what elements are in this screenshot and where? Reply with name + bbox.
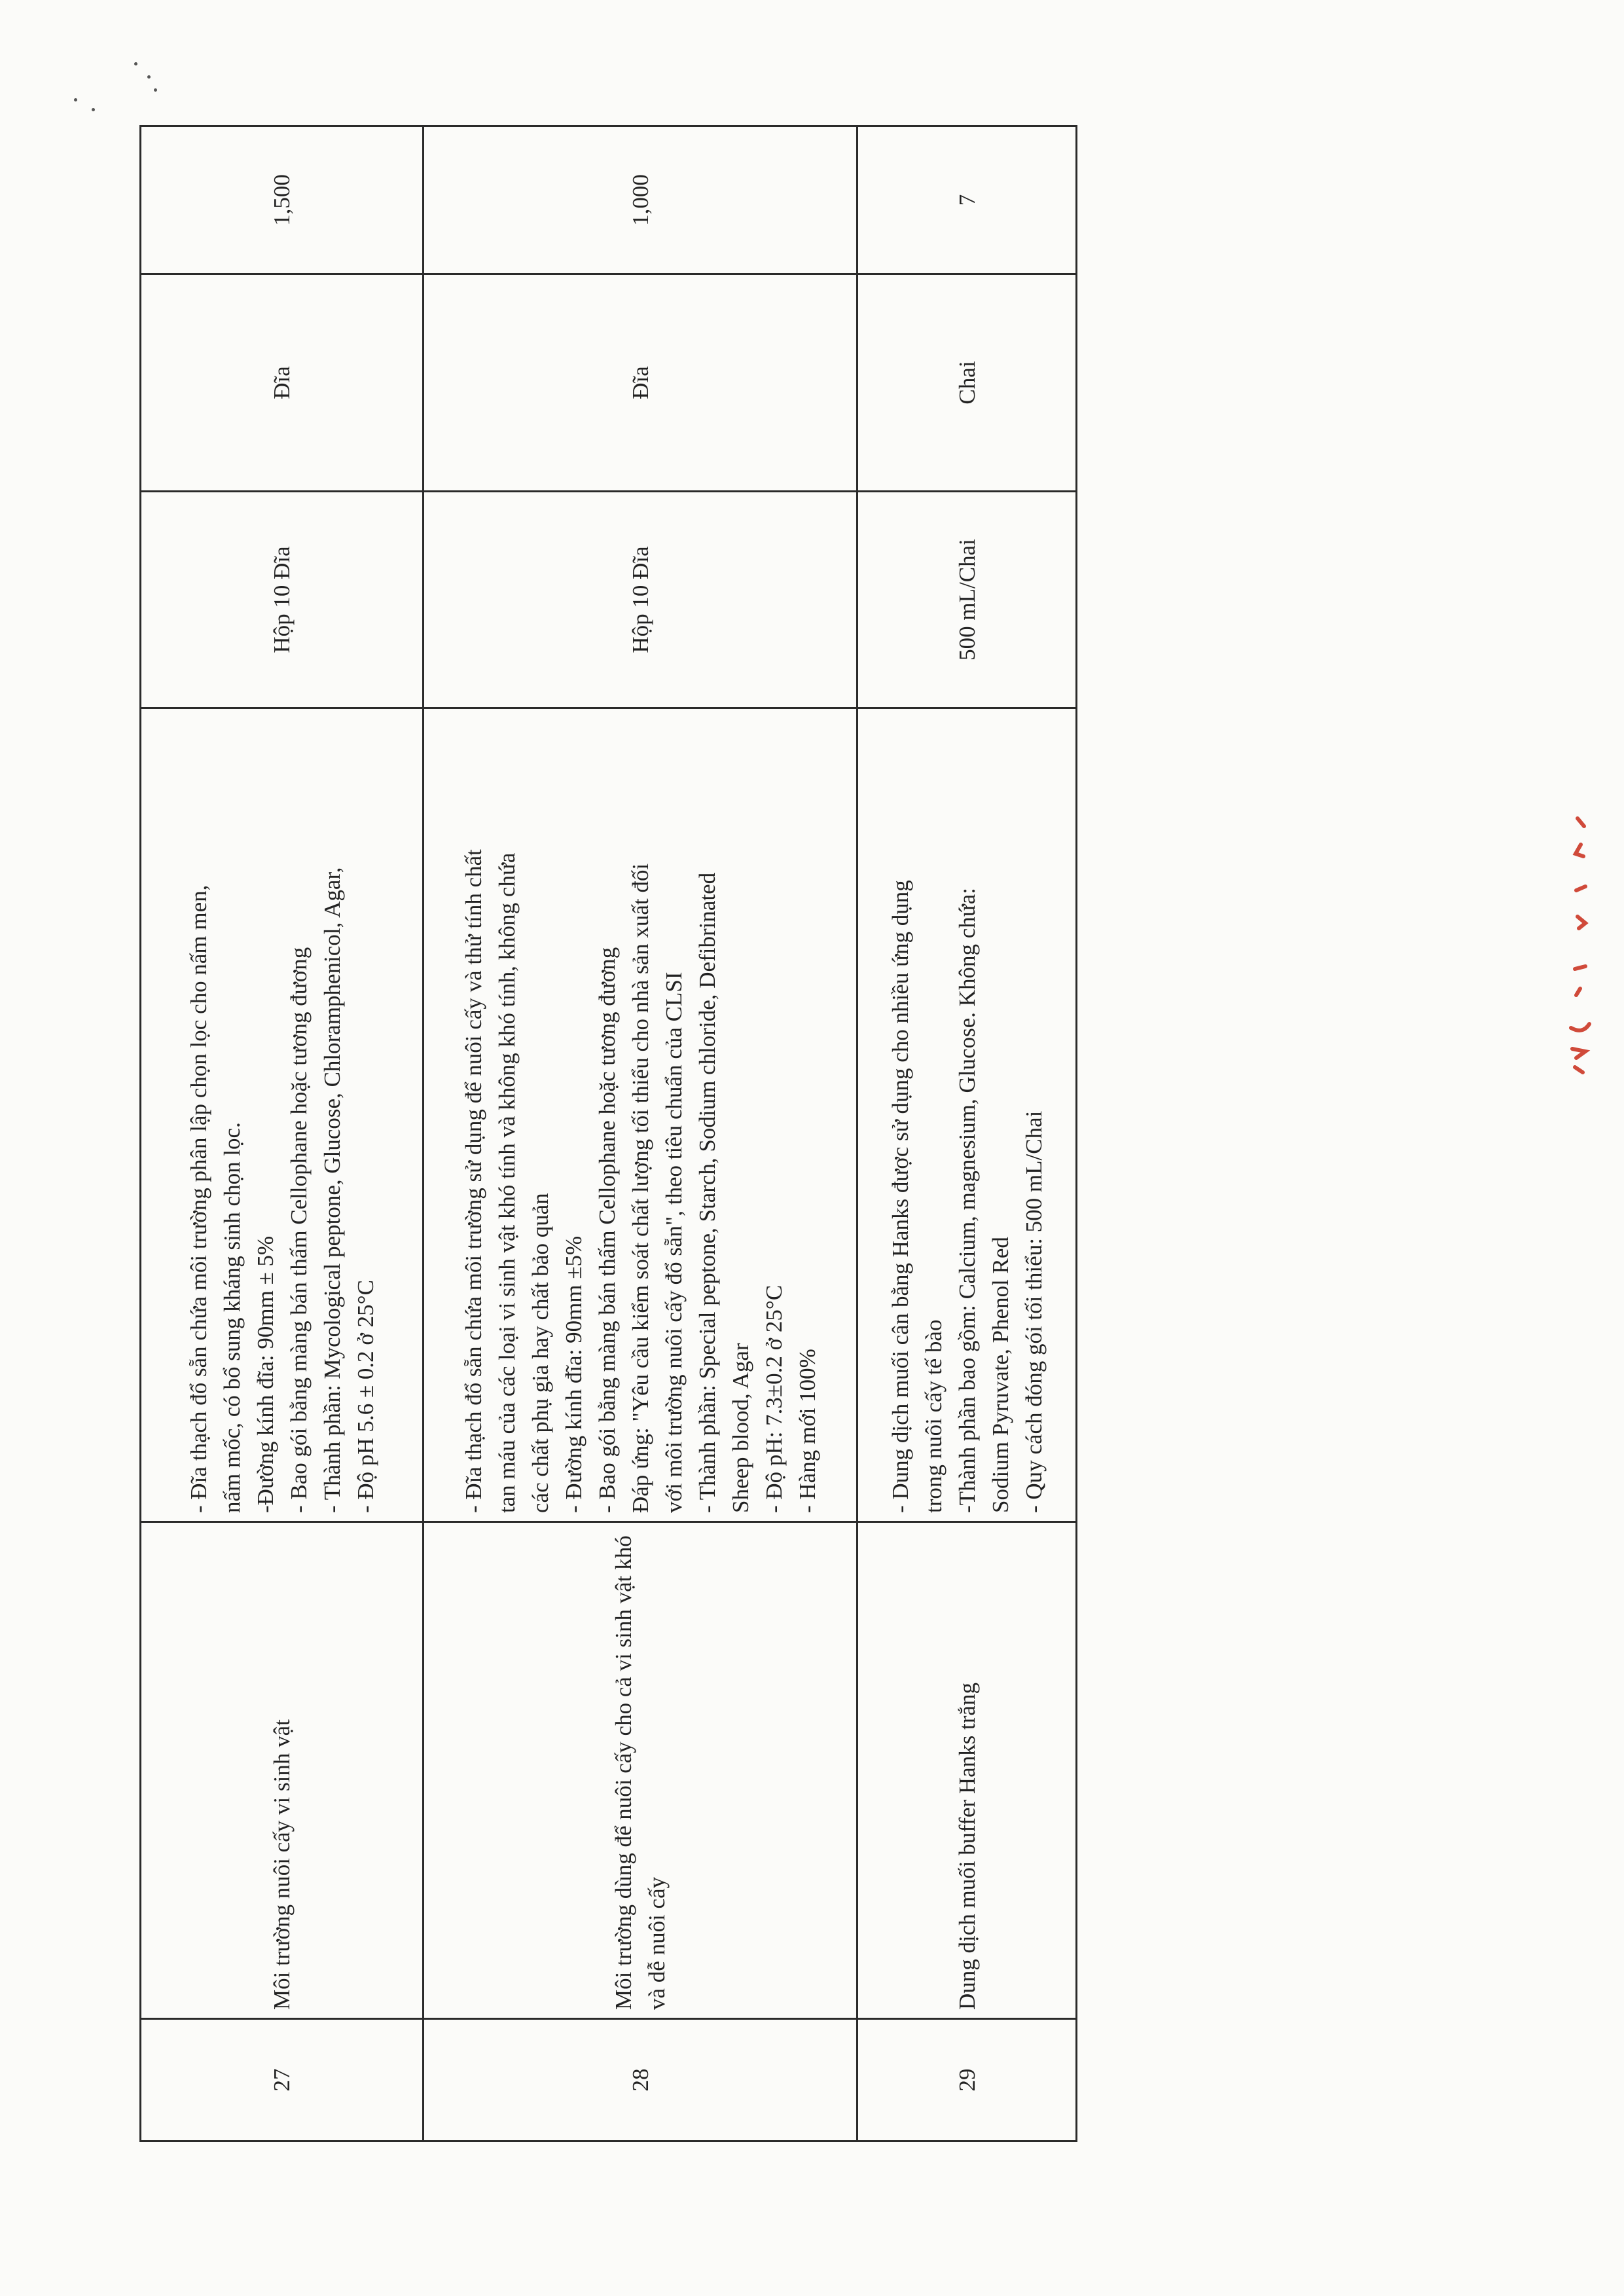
table-row — [141, 126, 424, 2141]
description-line: tan máu của các loại vi sinh vật khó tính và không khó tính, không chứa — [494, 852, 520, 1513]
description-line: - Độ pH: 7.3±0.2 ở 25°C — [761, 1285, 787, 1513]
description-line: - Đĩa thạch đổ sẵn chứa môi trường sử dụng để nuôi cấy và thử tính chất — [460, 849, 486, 1513]
item-description — [141, 708, 424, 1522]
unit: Chai — [857, 274, 1077, 492]
unit: Đĩa — [141, 274, 424, 492]
scan-speck — [134, 62, 137, 65]
description-line: nấm mốc, có bổ sung kháng sinh chọn lọc. — [219, 1122, 245, 1513]
quantity: 7 — [857, 126, 1077, 274]
description-line: -Đường kính đĩa: 90mm ± 5% — [252, 1235, 278, 1513]
description-line: - Đường kính đĩa: 90mm ±5% — [560, 1235, 586, 1513]
description-line: - Đĩa thạch đổ sẵn chứa môi trường phân lập chọn lọc cho nấm men, — [185, 884, 211, 1513]
item-name: Dung dịch muối buffer Hanks trắng — [857, 1522, 1077, 2019]
row-number: 28 — [424, 2019, 857, 2141]
description-line: với môi trường nuôi cấy đổ sẵn", theo tiêu chuẩn của CLSI — [660, 972, 687, 1513]
description-line: các chất phụ gia hay chất bảo quản — [527, 1193, 553, 1513]
item-description — [424, 708, 857, 1522]
description-line: - Độ pH 5.6 ± 0.2 ở 25°C — [352, 1279, 378, 1513]
quantity: 1,500 — [141, 126, 424, 274]
item-description — [857, 708, 1077, 1522]
description-line: Sodium Pyruvate, Phenol Red — [987, 1237, 1013, 1513]
description-line: Đáp ứng: "Yêu cầu kiểm soát chất lượng tối thiểu cho nhà sản xuất đối — [627, 863, 653, 1513]
red-stamp-mark — [1558, 805, 1604, 1080]
table-row — [857, 126, 1077, 2141]
description-line: - Dung dịch muối cân bằng Hanks được sử dụng cho nhiều ứng dụng — [887, 880, 913, 1513]
row-number: 27 — [141, 2019, 424, 2141]
description-line: - Thành phần: Special peptone, Starch, Sodium chloride, Defibrinated — [694, 872, 720, 1513]
packaging: Hộp 10 Đĩa — [141, 492, 424, 708]
item-name: Môi trường dùng để nuôi cấy cho cả vi sinh vật khó và dễ nuôi cấy — [424, 1522, 857, 2019]
description-line: -Thành phần bao gồm: Calcium, magnesium, Glucose. Không chứa: — [954, 887, 980, 1513]
description-line: - Bao gói bằng màng bán thấm Cellophane hoặc tương đương — [285, 947, 312, 1513]
scan-speck — [154, 88, 157, 92]
description-line: trong nuôi cấy tế bào — [920, 1319, 947, 1513]
scan-speck — [92, 108, 95, 111]
description-line: - Bao gói bằng màng bán thấm Cellophane hoặc tương đương — [594, 947, 620, 1513]
table-row — [424, 126, 857, 2141]
rotated-table-frame — [139, 125, 1075, 2142]
quantity: 1,000 — [424, 126, 857, 274]
item-name: Môi trường nuôi cấy vi sinh vật — [141, 1522, 424, 2019]
packaging: 500 mL/Chai — [857, 492, 1077, 708]
scan-speck — [74, 98, 77, 101]
packaging: Hộp 10 Đĩa — [424, 492, 857, 708]
unit: Đĩa — [424, 274, 857, 492]
description-line: - Quy cách đóng gói tối thiểu: 500 mL/Chai — [1020, 1110, 1047, 1513]
description-line: - Hàng mới 100% — [794, 1349, 820, 1513]
row-number: 29 — [857, 2019, 1077, 2141]
specification-table — [139, 125, 1077, 2142]
description-line: Sheep blood, Agar — [727, 1343, 753, 1513]
scan-speck — [147, 75, 151, 79]
description-line: - Thành phần: Mycological peptone, Glucose, Chloramphenicol, Agar, — [319, 867, 345, 1513]
